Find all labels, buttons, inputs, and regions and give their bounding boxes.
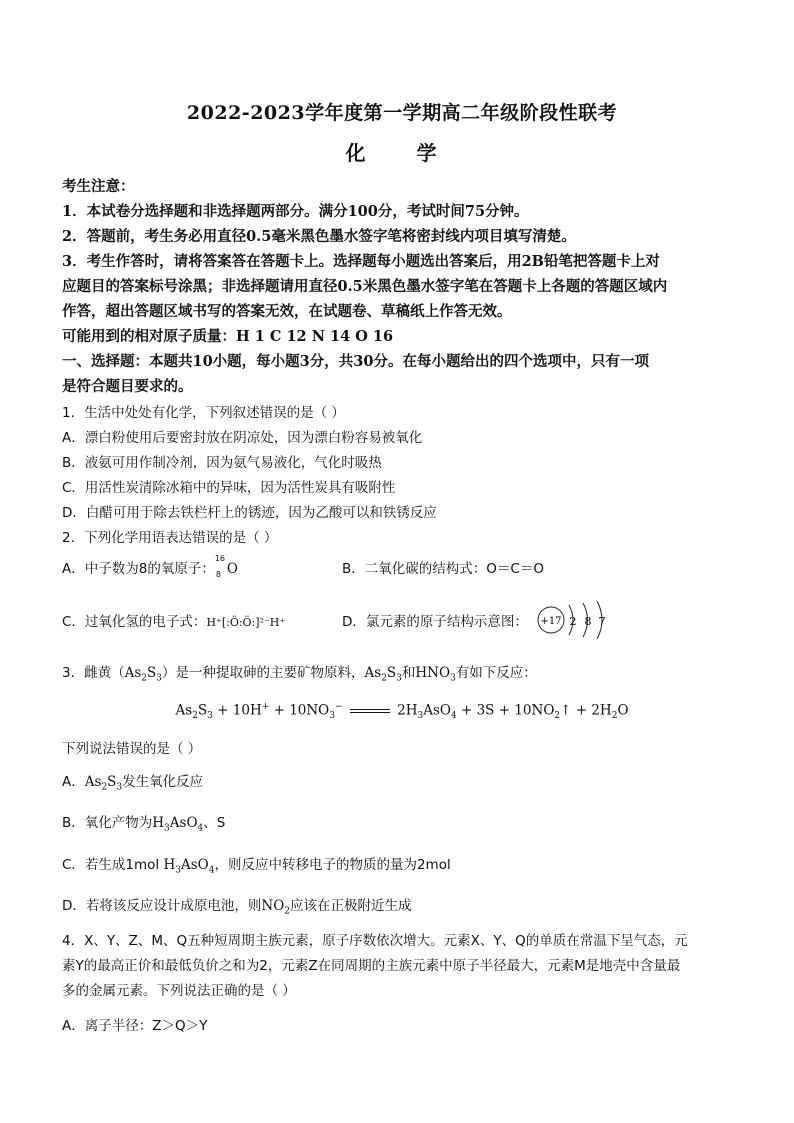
q3-option-c-text: ，则反应中转移电子的物质的量为2mol [214, 857, 451, 873]
notice-heading: 考生注意： [62, 178, 135, 195]
q3-option-a-formula: $As_2S_3$ [84, 774, 123, 793]
notice-item-3-line-2: 应题目的答案标号涂黑；非选择题请用直径0.5米黑色墨水签字笔在答题卡上各题的答题区域内 [62, 278, 668, 295]
shell-electrons-2: 8 [584, 615, 592, 628]
q2-option-c [62, 610, 285, 630]
q3-option-a [62, 770, 762, 793]
q3-stem [62, 661, 762, 684]
q3-option-b-text: 、S [203, 815, 226, 831]
chlorine-atom-structure-diagram [535, 597, 615, 643]
shell-electrons-1: 2 [569, 615, 577, 628]
q3-option-c [62, 853, 762, 876]
q3-option-b-label: B．氧化产物为 [62, 815, 153, 831]
q2-row-cd [62, 605, 762, 645]
q3-option-d [62, 894, 762, 917]
q2-option-d [342, 610, 528, 630]
atomic-masses: 可能用到的相对原子质量：H 1 C 12 N 14 O 16 [62, 328, 394, 345]
q3-option-d-formula: $NO_2$ [261, 898, 291, 917]
subject-title: 化 学 [345, 141, 459, 165]
notice-item-2: 2．答题前，考生务必用直径0.5毫米黑色墨水签字笔将密封线内项目填写清楚。 [62, 228, 576, 245]
q3-option-b-formula: $H_3AsO_4$ [152, 815, 204, 834]
section-1-line-2: 是符合题目要求的。 [62, 378, 193, 395]
q3-option-a-text: 发生氧化反应 [122, 774, 204, 790]
shell-electrons-3: 7 [598, 615, 606, 628]
q3-ask: 下列说法错误的是（ ） [62, 741, 202, 757]
notice-item-1: 1．本试卷分选择题和非选择题两部分。满分100分，考试时间75分钟。 [62, 203, 529, 220]
q1-stem: 1．生活中处处有化学，下列叙述错误的是（ ） [62, 405, 345, 421]
q2-option-a-mass-number: 16 [214, 554, 226, 563]
q1-option-b: B．液氨可用作制冷剂，因为氨气易液化，气化时吸热 [62, 455, 382, 471]
q1-option-c: C．用活性炭清除冰箱中的异味，因为活性炭具有吸附性 [62, 480, 396, 496]
q2-option-b: B．二氧化碳的结构式：O＝C＝O [342, 561, 544, 577]
q3-formula-as2s3: $As_2S_3$ [124, 665, 162, 684]
notice-item-3-line-1: 3．考生作答时，请将答案答在答题卡上。选择题每小题选出答案后，用2B铅笔把答题卡上对 [62, 253, 660, 270]
q3-formula-as2s3-b: $As_2S_3$ [364, 665, 402, 684]
q3-option-d-text: 应该在正极附近生成 [290, 898, 412, 914]
q4-option-a: A．离子半径：Z＞Q＞Y [62, 1018, 208, 1034]
q3-option-d-label: D．若将该反应设计成原电池，则 [62, 898, 262, 914]
q2-row-ab [62, 554, 762, 587]
exam-title: 2022-2023学年度第一学期高二年级阶段性联考 [186, 102, 618, 124]
q3-option-a-label: A． [62, 774, 85, 790]
q3-option-b [62, 811, 762, 834]
section-1-line-1: 一、选择题：本题共10小题，每小题3分，共30分。在每小题给出的四个选项中，只有一项 [62, 353, 649, 370]
q2-option-a-nuclide [214, 554, 227, 579]
q4-line-3: 多的金属元素。下列说法正确的是（ ） [62, 983, 296, 999]
q3-stem-post: 有如下反应： [455, 665, 537, 681]
q3-formula-hno3: $HNO_3$ [415, 665, 456, 684]
q2-option-a-text: A．中子数为8的氧原子： [62, 561, 215, 577]
q4-line-1: 4．X、Y、Z、M、Q五种短周期主族元素，原子序数依次增大。元素X、Y、Q的单质在常温下呈气态，元 [62, 933, 688, 949]
q3-option-c-label: C．若生成1mol [62, 857, 164, 873]
q3-equation: $As_2S_3 + 10H^+ + 10NO_3^-$ $2H_3AsO_4 + 3S$ + $10NO_2↑ + 2H_2O$ [175, 702, 629, 722]
q2-option-a [62, 554, 238, 579]
q2-electron-formula: H⁺[:Ö:Ö:]²⁻H⁺ [206, 616, 286, 629]
q4-line-2: 素Y的最高正价和最低负价之和为2，元素Z在同周期的主族元素中原子半径最大，元素M是地壳中含量最 [62, 958, 681, 974]
q2-option-a-symbol: O [226, 561, 238, 577]
q2-stem: 2．下列化学用语表达错误的是（ ） [62, 530, 278, 546]
nucleus-charge: +17 [540, 616, 562, 627]
q2-option-c-text: C．过氧化氢的电子式： [62, 614, 207, 630]
q3-stem-pre: 3．雌黄（ [62, 665, 125, 681]
q1-option-a: A．漂白粉使用后要密封放在阴凉处，因为漂白粉容易被氧化 [62, 430, 423, 446]
q1-option-d: D．白醋可用于除去铁栏杆上的锈迹，因为乙酸可以和铁锈反应 [62, 505, 437, 521]
notice-item-3-line-3: 作答，超出答题区域书写的答案无效，在试题卷、草稿纸上作答无效。 [62, 303, 512, 320]
q3-option-c-formula: $H_3AsO_4$ [163, 857, 215, 876]
q2-option-a-atomic-number: 8 [215, 570, 221, 579]
q2-option-d-text: D．氯元素的原子结构示意图： [342, 614, 528, 630]
q3-stem-and: 和 [401, 665, 416, 681]
q3-stem-mid: ）是一种提取砷的主要矿物原料， [162, 665, 365, 681]
